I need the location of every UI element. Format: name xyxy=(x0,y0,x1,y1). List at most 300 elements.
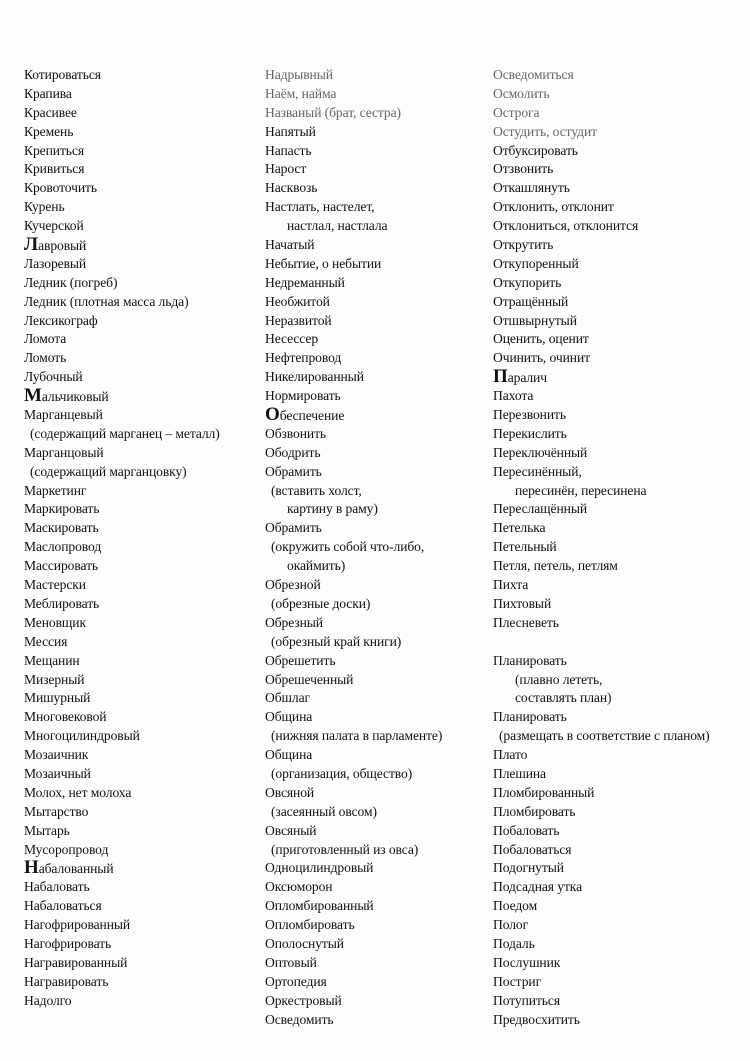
entry-text: (содержащий марганец – металл) xyxy=(30,425,220,441)
entry-text: Плесневеть xyxy=(493,614,559,630)
word-entry xyxy=(493,500,747,519)
word-entry xyxy=(24,368,260,387)
word-entry xyxy=(265,822,493,841)
word-entry xyxy=(24,576,260,595)
entry-text: Обшлаг xyxy=(265,690,310,706)
entry-text: Пломбированный xyxy=(493,784,595,800)
entry-text: Перекислить xyxy=(493,425,567,441)
word-entry xyxy=(24,633,260,652)
entry-text: (размещать в соответствие с планом) xyxy=(499,728,710,744)
entry-text: Кучерской xyxy=(24,218,84,234)
entry-text: Обрамить xyxy=(265,520,322,536)
entry-text: Отклонить, отклонит xyxy=(493,199,614,215)
entry-text: Откупорить xyxy=(493,274,562,290)
entry-text: (приготовленный из овса) xyxy=(271,841,419,857)
entry-text: Опломбировать xyxy=(265,917,355,933)
word-entry xyxy=(493,859,747,878)
word-entry xyxy=(265,973,493,992)
word-column-2 xyxy=(265,66,493,1029)
word-entry xyxy=(493,425,747,444)
entry-gloss xyxy=(265,482,493,501)
entry-text: Нефтепровод xyxy=(265,350,342,366)
word-entry xyxy=(265,671,493,690)
entry-text: Напасть xyxy=(265,142,312,158)
entry-text: Предвосхитить xyxy=(493,1011,580,1027)
entry-text: Обзвонить xyxy=(265,425,327,441)
entry-text: Недреманный xyxy=(265,274,345,290)
word-entry xyxy=(24,519,260,538)
section-entry xyxy=(24,859,260,878)
entry-text: Нагофрированный xyxy=(24,917,131,933)
word-entry xyxy=(265,746,493,765)
word-entry xyxy=(24,614,260,633)
entry-gloss xyxy=(265,841,493,860)
word-entry xyxy=(265,123,493,142)
entry-text: Обрешетить xyxy=(265,652,336,668)
word-entry xyxy=(24,198,260,217)
word-entry xyxy=(265,897,493,916)
word-entry xyxy=(24,482,260,501)
entry-text: Кривиться xyxy=(24,161,85,177)
entry-text: Оксюморон xyxy=(265,879,333,895)
entry-gloss xyxy=(265,633,493,652)
word-entry xyxy=(493,349,747,368)
entry-text: Пихта xyxy=(493,577,529,593)
entry-text: Начатый xyxy=(265,237,315,253)
word-entry xyxy=(265,954,493,973)
entry-text: Мишурный xyxy=(24,690,91,706)
entry-text: Ломота xyxy=(24,331,67,347)
word-entry xyxy=(24,727,260,746)
entry-text: Награвировать xyxy=(24,973,109,989)
entry-text: Многовековой xyxy=(24,709,107,725)
entry-text: Мастерски xyxy=(24,577,86,593)
entry-gloss xyxy=(24,463,260,482)
word-entry xyxy=(265,425,493,444)
entry-text: Названый (брат, сестра) xyxy=(265,104,401,120)
word-entry xyxy=(24,746,260,765)
entry-text: Подаль xyxy=(493,935,535,951)
word-entry xyxy=(493,878,747,897)
word-entry xyxy=(24,160,260,179)
word-entry xyxy=(493,236,747,255)
entry-text: (плавно лететь, xyxy=(515,671,603,687)
entry-text: Переключённый xyxy=(493,444,588,460)
word-entry xyxy=(265,784,493,803)
entry-text: Кровоточить xyxy=(24,180,97,196)
entry-text: Подсадная утка xyxy=(493,879,583,895)
entry-text: Отклониться, отклонится xyxy=(493,218,639,234)
entry-gloss xyxy=(265,803,493,822)
word-column-3 xyxy=(493,66,747,1029)
entry-text: аралич xyxy=(507,370,547,386)
entry-text: Овсяный xyxy=(265,822,317,838)
entry-text: Нагофрировать xyxy=(24,935,112,951)
word-entry xyxy=(265,349,493,368)
word-entry xyxy=(24,330,260,349)
word-entry xyxy=(493,406,747,425)
entry-gloss xyxy=(265,500,493,519)
entry-text: Откупоренный xyxy=(493,255,579,271)
entry-text: Мусоропровод xyxy=(24,841,109,857)
word-entry xyxy=(24,293,260,312)
entry-gloss xyxy=(265,557,493,576)
entry-text: (нижняя палата в парламенте) xyxy=(271,728,443,744)
entry-text: Насквозь xyxy=(265,180,318,196)
entry-gloss xyxy=(493,671,747,690)
entry-text: Петля, петель, петлям xyxy=(493,558,618,574)
word-entry xyxy=(265,198,493,217)
section-entry xyxy=(493,368,747,387)
entry-text: Многоцилиндровый xyxy=(24,728,140,744)
word-entry xyxy=(265,368,493,387)
entry-text: Марганцовый xyxy=(24,444,104,460)
word-entry xyxy=(493,104,747,123)
entry-text: Кремень xyxy=(24,123,74,139)
word-entry xyxy=(493,841,747,860)
entry-text: Потупиться xyxy=(493,992,560,1008)
entry-text: Община xyxy=(265,709,313,725)
entry-text: Открутить xyxy=(493,237,554,253)
entry-text: Очинить, очинит xyxy=(493,350,590,366)
entry-text: Переслащённый xyxy=(493,501,588,517)
word-entry xyxy=(24,671,260,690)
entry-text: Полог xyxy=(493,917,529,933)
entry-text: беспечение xyxy=(279,408,345,424)
entry-text: Осмолить xyxy=(493,85,550,101)
word-entry xyxy=(24,822,260,841)
entry-gloss xyxy=(265,538,493,557)
word-entry xyxy=(265,293,493,312)
entry-text: Котироваться xyxy=(24,67,101,82)
word-entry xyxy=(265,708,493,727)
entry-text: Молох, нет молоха xyxy=(24,784,132,800)
word-entry xyxy=(24,179,260,198)
word-entry xyxy=(493,538,747,557)
word-entry xyxy=(493,179,747,198)
word-entry xyxy=(493,293,747,312)
entry-text: Мещанин xyxy=(24,652,80,668)
entry-text: Оптовый xyxy=(265,954,317,970)
word-entry xyxy=(24,557,260,576)
entry-text: Острога xyxy=(493,104,540,120)
entry-text: Мозаичник xyxy=(24,747,89,763)
entry-text: Необжитой xyxy=(265,293,330,309)
word-entry xyxy=(265,274,493,293)
word-entry xyxy=(24,255,260,274)
entry-text: Лубочный xyxy=(24,369,83,385)
word-entry xyxy=(493,123,747,142)
word-entry xyxy=(265,614,493,633)
word-entry xyxy=(24,841,260,860)
word-entry xyxy=(493,387,747,406)
word-entry xyxy=(493,198,747,217)
entry-text: (засеянный овсом) xyxy=(271,803,377,819)
entry-gloss xyxy=(493,689,747,708)
word-entry xyxy=(265,142,493,161)
entry-text: Настлать, настелет, xyxy=(265,199,375,215)
word-entry xyxy=(265,519,493,538)
word-entry xyxy=(493,708,747,727)
entry-text: Обрезный xyxy=(265,614,323,630)
entry-text: Опломбированный xyxy=(265,898,374,914)
entry-text: Плешина xyxy=(493,765,546,781)
word-entry xyxy=(24,123,260,142)
word-entry xyxy=(24,803,260,822)
word-entry xyxy=(24,897,260,916)
word-entry xyxy=(265,312,493,331)
word-entry xyxy=(493,557,747,576)
word-entry xyxy=(24,878,260,897)
entry-text: Набаловать xyxy=(24,879,90,895)
entry-text: Небытие, о небытии xyxy=(265,255,382,271)
word-entry xyxy=(493,463,747,482)
entry-text: Пихтовый xyxy=(493,595,552,611)
entry-gloss xyxy=(265,727,493,746)
word-entry xyxy=(24,66,260,85)
word-entry xyxy=(24,406,260,425)
word-entry xyxy=(265,160,493,179)
entry-text: Никелированный xyxy=(265,369,364,385)
blank-line xyxy=(493,633,747,652)
word-entry xyxy=(493,274,747,293)
section-letter: М xyxy=(24,387,42,407)
entry-text: (вставить холст, xyxy=(271,482,362,498)
entry-text: Меблировать xyxy=(24,595,100,611)
word-entry xyxy=(493,784,747,803)
word-entry xyxy=(493,255,747,274)
word-entry xyxy=(24,916,260,935)
word-entry xyxy=(493,916,747,935)
entry-text: Мессия xyxy=(24,633,68,649)
word-entry xyxy=(24,708,260,727)
entry-text: Мозаичный xyxy=(24,765,91,781)
entry-text: Отшвырнутый xyxy=(493,312,577,328)
word-entry xyxy=(24,954,260,973)
word-entry xyxy=(265,330,493,349)
entry-gloss xyxy=(493,482,747,501)
word-entry xyxy=(493,444,747,463)
entry-text: Овсяной xyxy=(265,784,315,800)
entry-text: Петельный xyxy=(493,539,557,555)
word-entry xyxy=(493,954,747,973)
entry-text: Побаловать xyxy=(493,822,560,838)
entry-text: Красивее xyxy=(24,104,77,120)
entry-text: (содержащий марганцовку) xyxy=(30,463,187,479)
entry-text: Напятый xyxy=(265,123,316,139)
entry-text: Ледник (плотная масса льда) xyxy=(24,293,189,309)
entry-text: (окружить собой что-либо, xyxy=(271,539,425,555)
section-letter: П xyxy=(493,368,508,388)
word-entry xyxy=(24,274,260,293)
entry-text: Петелька xyxy=(493,520,546,536)
entry-text: Мытарство xyxy=(24,803,89,819)
word-entry xyxy=(493,897,747,916)
word-entry xyxy=(265,689,493,708)
word-entry xyxy=(493,576,747,595)
section-entry xyxy=(24,236,260,255)
word-entry xyxy=(493,519,747,538)
word-entry xyxy=(265,652,493,671)
entry-text: Набаловаться xyxy=(24,898,102,914)
entry-text: (организация, общество) xyxy=(271,765,413,781)
word-entry xyxy=(24,538,260,557)
word-entry xyxy=(493,765,747,784)
word-entry xyxy=(24,104,260,123)
entry-text: Остудить, остудит xyxy=(493,123,597,139)
word-entry xyxy=(265,1011,493,1030)
section-entry xyxy=(24,387,260,406)
entry-text: Ободрить xyxy=(265,444,321,460)
entry-text: Лексикограф xyxy=(24,312,98,328)
entry-text: Маркетинг xyxy=(24,482,87,498)
entry-text: Мытарь xyxy=(24,822,70,838)
word-entry xyxy=(24,935,260,954)
word-entry xyxy=(265,179,493,198)
entry-text: Ломоть xyxy=(24,350,67,366)
word-entry xyxy=(265,935,493,954)
entry-text: пересинён, пересинена xyxy=(515,482,647,498)
word-entry xyxy=(493,992,747,1011)
entry-text: Перезвонить xyxy=(493,407,566,423)
word-entry xyxy=(265,255,493,274)
entry-text: Крепиться xyxy=(24,142,84,158)
section-letter: Н xyxy=(24,859,39,879)
word-entry xyxy=(493,595,747,614)
word-entry xyxy=(24,973,260,992)
word-entry xyxy=(265,992,493,1011)
entry-text: Курень xyxy=(24,199,65,215)
entry-text: Послушник xyxy=(493,954,561,970)
word-entry xyxy=(493,935,747,954)
entry-text: Отзвонить xyxy=(493,161,554,177)
entry-text: Обрамить xyxy=(265,463,322,479)
entry-text: Отбуксировать xyxy=(493,142,578,158)
entry-gloss xyxy=(265,595,493,614)
entry-text: Неразвитой xyxy=(265,312,332,328)
word-entry xyxy=(493,217,747,236)
entry-text: (обрезные доски) xyxy=(271,595,371,611)
entry-text: Несессер xyxy=(265,331,319,347)
word-entry xyxy=(265,444,493,463)
entry-text: (обрезный край книги) xyxy=(271,633,402,649)
entry-text: окаймить) xyxy=(287,558,346,574)
word-entry xyxy=(493,652,747,671)
entry-text: Осведомить xyxy=(265,1011,334,1027)
entry-text: Планировать xyxy=(493,709,567,725)
word-entry xyxy=(265,387,493,406)
word-entry xyxy=(493,822,747,841)
word-entry xyxy=(24,500,260,519)
word-entry xyxy=(493,160,747,179)
entry-text: Ополоснутый xyxy=(265,935,344,951)
word-entry xyxy=(265,85,493,104)
entry-text: Оценить, оценит xyxy=(493,331,589,347)
entry-text: Осведомиться xyxy=(493,67,574,82)
entry-text: Маскировать xyxy=(24,520,99,536)
word-entry xyxy=(265,66,493,85)
entry-text: настлал, настлала xyxy=(287,218,388,234)
word-entry xyxy=(493,803,747,822)
entry-text: Лазоревый xyxy=(24,255,87,271)
entry-text: Пересинённый, xyxy=(493,463,582,479)
entry-text: альчиковый xyxy=(41,389,109,405)
word-entry xyxy=(493,614,747,633)
word-entry xyxy=(493,312,747,331)
word-entry xyxy=(265,878,493,897)
entry-text: Побаловаться xyxy=(493,841,572,857)
entry-text: Поедом xyxy=(493,898,538,914)
word-entry xyxy=(265,236,493,255)
word-column-1 xyxy=(24,66,260,1011)
entry-text: Нормировать xyxy=(265,388,341,404)
entry-text: Подогнутый xyxy=(493,860,564,876)
word-entry xyxy=(24,312,260,331)
word-entry xyxy=(24,85,260,104)
word-entry xyxy=(24,349,260,368)
entry-text: Обрезной xyxy=(265,577,321,593)
entry-text: Община xyxy=(265,747,313,763)
word-entry xyxy=(24,444,260,463)
word-entry xyxy=(24,689,260,708)
word-entry xyxy=(265,576,493,595)
entry-text: составлять план) xyxy=(515,690,612,706)
entry-text: Планировать xyxy=(493,652,567,668)
entry-gloss xyxy=(265,217,493,236)
entry-text: Откашлянуть xyxy=(493,180,570,196)
entry-gloss xyxy=(265,765,493,784)
entry-text: Пломбировать xyxy=(493,803,576,819)
word-entry xyxy=(24,765,260,784)
entry-text: Нарост xyxy=(265,161,307,177)
section-letter: Л xyxy=(24,236,39,255)
entry-text: Одноцилиндровый xyxy=(265,860,374,876)
entry-text: Марганцевый xyxy=(24,407,103,423)
word-entry xyxy=(493,746,747,765)
entry-text: Крапива xyxy=(24,85,72,101)
entry-text: Надолго xyxy=(24,992,72,1008)
entry-text: Надрывный xyxy=(265,67,333,82)
entry-text: Оркестровый xyxy=(265,992,342,1008)
entry-text: авровый xyxy=(38,238,87,254)
entry-text: Меновщик xyxy=(24,614,86,630)
word-entry xyxy=(493,66,747,85)
word-entry xyxy=(24,142,260,161)
word-entry xyxy=(265,859,493,878)
word-entry xyxy=(24,217,260,236)
word-entry xyxy=(493,85,747,104)
section-letter: О xyxy=(265,406,280,425)
entry-gloss xyxy=(24,425,260,444)
entry-gloss xyxy=(493,727,747,746)
entry-text: Ортопедия xyxy=(265,973,327,989)
entry-text: Мизерный xyxy=(24,671,85,687)
entry-text: Массировать xyxy=(24,558,99,574)
word-entry xyxy=(24,652,260,671)
word-entry xyxy=(493,1011,747,1030)
word-entry xyxy=(24,992,260,1011)
entry-text: Обрешеченный xyxy=(265,671,354,687)
word-entry xyxy=(265,916,493,935)
entry-text: Постриг xyxy=(493,973,542,989)
entry-text: Награвированный xyxy=(24,954,128,970)
word-entry xyxy=(493,973,747,992)
word-entry xyxy=(265,463,493,482)
entry-text: Маркировать xyxy=(24,501,100,517)
section-entry xyxy=(265,406,493,425)
word-entry xyxy=(493,330,747,349)
word-entry xyxy=(493,142,747,161)
